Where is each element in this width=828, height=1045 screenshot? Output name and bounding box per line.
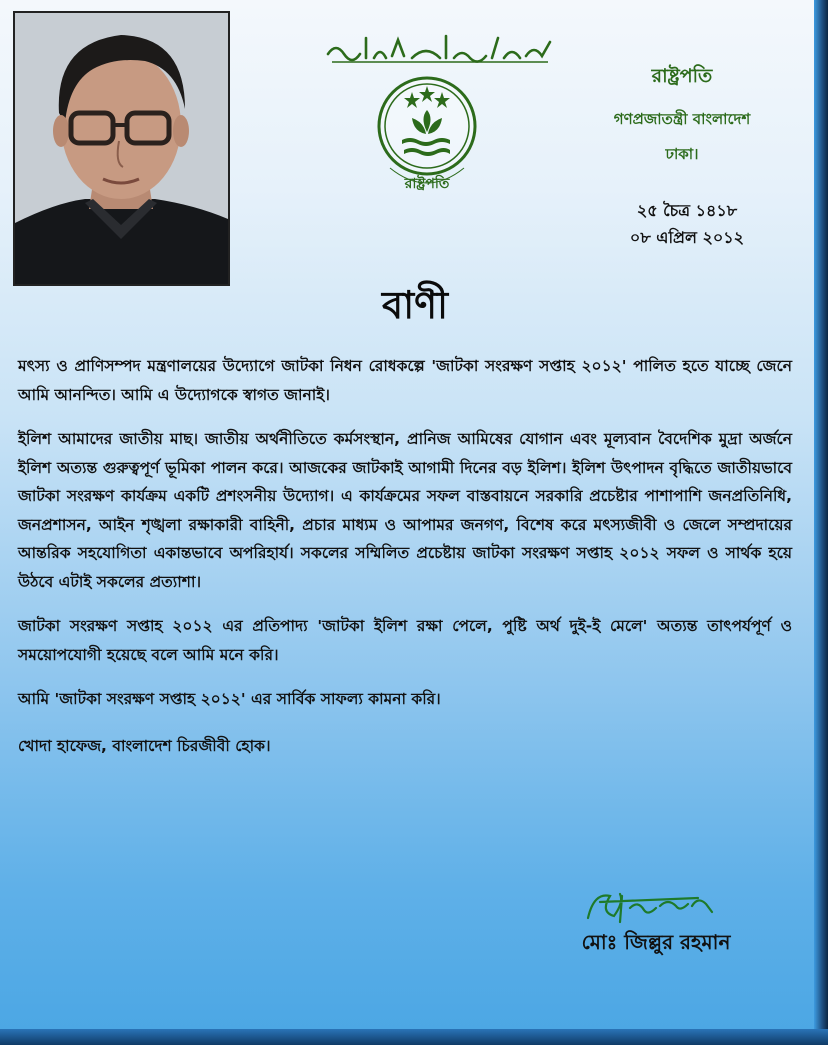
date-bangla: ২৫ চৈত্র ১৪১৮	[636, 201, 738, 220]
handwritten-signature	[580, 882, 730, 930]
paragraph-theme: জাটকা সংরক্ষণ সপ্তাহ ২০১২ এর প্রতিপাদ্য 'জাটকা ইলিশ রক্ষা পেলে, পুষ্টি অর্থ দুই-ই মেলে' অত্যন্ত তাৎপর্যপূর্ণ ও সময়োপযোগী হয়েছে বলে আমি মনে করি।	[18, 617, 792, 664]
page-border-bottom	[0, 1029, 828, 1045]
office-country: গণপ্রজাতন্ত্রী বাংলাদেশ	[613, 110, 751, 128]
paragraph-intro: মৎস্য ও প্রাণিসম্পদ মন্ত্রণালয়ের উদ্যোগে জাটকা নিধন রোধকল্পে 'জাটকা সংরক্ষণ সপ্তাহ ২০১২' পালিত হতে যাচ্ছে জেনে আমি আনন্দিত। আমি এ উদ্যোগকে স্বাগত জানাই।	[18, 357, 792, 404]
presidential-emblem-icon	[372, 74, 482, 198]
date-block	[592, 197, 782, 251]
signer-name: মোঃ জিল্লুর রহমান	[581, 930, 731, 954]
bismillah-calligraphy	[322, 28, 556, 68]
office-header	[572, 62, 792, 168]
paragraph-wishes: আমি 'জাটকা সংরক্ষণ সপ্তাহ ২০১২' এর সার্বিক সাফল্য কামনা করি।	[18, 690, 441, 708]
page-border-right	[814, 0, 828, 1045]
page-title: বাণী	[381, 283, 449, 327]
portrait-photo	[13, 11, 230, 286]
emblem-label: রাষ্ট্রপতি	[404, 176, 450, 192]
office-title: রাষ্ট্রপতি	[651, 65, 713, 87]
paragraph-closing: খোদা হাফেজ, বাংলাদেশ চিরজীবী হোক।	[18, 736, 271, 755]
office-city: ঢাকা।	[665, 145, 699, 163]
date-english: ০৮ এপ্রিল ২০১২	[629, 228, 745, 247]
paragraph-main: ইলিশ আমাদের জাতীয় মাছ। জাতীয় অর্থনীতিতে কর্মসংস্থান, প্রানিজ আমিষের যোগান এবং মূল্যবান বৈদেশিক মুদ্রা অর্জনে ইলিশ অত্যন্ত গুরুত্বপূর্ণ ভূমিকা পালন করে। আজকের জাটকাই আগামী দিনের বড় ইলিশ। ইলিশ উৎপাদন বৃদ্ধিতে জাতীয়ভাবে জাটকা সংরক্ষণ কার্যক্রম একটি প্রশংসনীয় উদ্যোগ। এ কার্যক্রমের সফল বাস্তবায়নে সরকারি প্রচেষ্টার পাশাপাশি জনপ্রতিনিধি, জনপ্রশাসন, আইন শৃঙ্খলা রক্ষাকারী বাহিনী, প্রচার মাধ্যম ও আপামর জনগণ, বিশেষ করে মৎস্যজীবী ও জেলে সম্প্রদায়ের আন্তরিক সহযোগিতা একান্তভাবে অপরিহার্য। সকলের সম্মিলিত প্রচেষ্টায় জাটকা সংরক্ষণ সপ্তাহ ২০১২ সফল ও সার্থক হয়ে উঠবে এটাই সকলের প্রত্যাশা।	[18, 430, 792, 591]
message-body	[18, 352, 792, 760]
